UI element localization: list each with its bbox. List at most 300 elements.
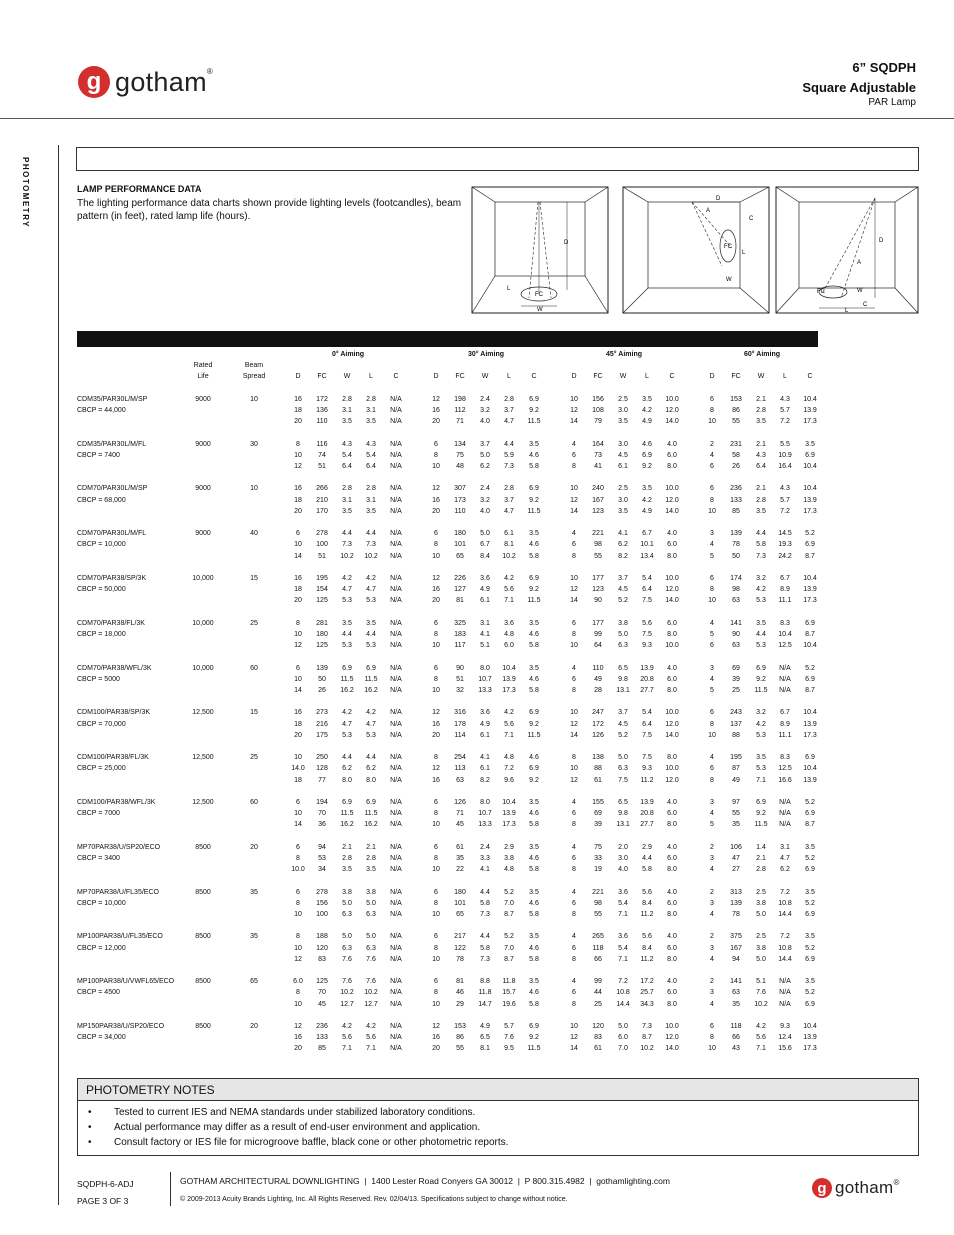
table-cell: 18 (294, 720, 302, 728)
rated-life: 9000 (195, 530, 211, 538)
table-cell: 83 (594, 1034, 602, 1042)
table-cell: 5.4 (642, 709, 652, 717)
table-cell: 9.2 (529, 1034, 539, 1042)
table-cell: 3.5 (756, 507, 766, 515)
table-cell: 5.4 (366, 451, 376, 459)
diagram2-label-c: C (749, 216, 754, 222)
table-cell: 3.7 (504, 496, 514, 504)
table-cell: 4.4 (642, 854, 652, 862)
beam-spread (229, 461, 279, 472)
table-cell: 4.0 (667, 888, 677, 896)
table-cell: 16 (294, 709, 302, 717)
table-row (77, 730, 823, 741)
table-cell: 12 (570, 496, 578, 504)
table-cell: 5.3 (756, 765, 766, 773)
table-cell: 177 (592, 619, 604, 627)
table-cell: N/A (390, 597, 402, 605)
table-cell: 5.8 (480, 944, 490, 952)
table-cell: 14.4 (616, 1000, 630, 1008)
table-cell: 4.6 (529, 754, 539, 762)
table-cell: 3.5 (342, 866, 352, 874)
table-row (77, 931, 823, 942)
beam-spread: 10 (250, 395, 258, 403)
table-cell: 4.5 (618, 451, 628, 459)
table-cell: 3.6 (480, 574, 490, 582)
table-cell: 8 (296, 933, 300, 941)
table-cell: 65 (456, 552, 464, 560)
table-cell: 3.5 (366, 619, 376, 627)
lamp-cbcp: CBCP = 12,000 (77, 944, 126, 952)
table-cell: 122 (454, 944, 466, 952)
table-cell: 6.2 (366, 765, 376, 773)
table-cell: N/A (390, 955, 402, 963)
table-cell: 12.5 (778, 765, 792, 773)
table-cell: 2.1 (756, 485, 766, 493)
table-cell: 12 (294, 463, 302, 470)
table-cell: N/A (390, 642, 402, 650)
table-row (77, 674, 823, 685)
table-row (77, 707, 823, 718)
table-cell: 4.2 (342, 709, 352, 717)
table-cell: 6.9 (342, 798, 352, 806)
beam-spread: 20 (250, 1022, 258, 1030)
table-cell: 10 (294, 944, 302, 952)
lamp-name: CDM100/PAR38/WFL/3K (77, 798, 156, 806)
table-cell: 8 (710, 720, 714, 728)
table-cell: 71 (456, 418, 464, 426)
table-row (77, 864, 823, 875)
table-cell: 17.3 (803, 731, 817, 739)
table-cell: 5.8 (529, 552, 539, 560)
table-cell: 173 (454, 496, 466, 504)
table-cell: 4 (572, 933, 576, 941)
table-cell: N/A (390, 765, 402, 773)
table-row (77, 842, 823, 853)
table-cell: 4.2 (756, 720, 766, 728)
table-cell: 13.9 (502, 675, 516, 683)
table-cell: 6 (710, 463, 714, 470)
table-cell: 74 (318, 451, 326, 459)
table-cell: 10.2 (364, 552, 378, 560)
table-cell: 3 (710, 899, 714, 907)
table-cell: 10 (570, 485, 578, 493)
table-cell: 20 (432, 1045, 440, 1053)
table-row (77, 887, 823, 898)
table-cell: 8 (710, 496, 714, 504)
table-cell: 6.3 (366, 910, 376, 918)
table-cell: 17.3 (502, 686, 516, 694)
table-cell: 8 (572, 955, 576, 963)
table-cell: N/A (390, 899, 402, 907)
table-cell: 10.0 (665, 395, 679, 403)
table-cell: 10.4 (803, 485, 817, 493)
table-cell: 4 (572, 440, 576, 448)
blank-cell (77, 909, 177, 920)
table-cell: 8.7 (504, 910, 514, 918)
lamp-cbcp: CBCP = 70,000 (77, 720, 126, 728)
table-cell: 195 (730, 754, 742, 762)
rated-life (177, 685, 229, 696)
table-cell: 11.5 (527, 418, 541, 426)
table-cell: 2.5 (756, 888, 766, 896)
table-cell: 6 (434, 933, 438, 941)
beam-spread (229, 551, 279, 562)
table-cell: 12.0 (665, 586, 679, 594)
table-cell: 4.0 (667, 798, 677, 806)
table-cell: 16 (432, 586, 440, 594)
table-cell: 13.3 (478, 686, 492, 694)
table-cell: 8 (296, 854, 300, 862)
table-cell: 8 (434, 854, 438, 862)
table-cell: 2 (710, 440, 714, 448)
table-cell: 278 (316, 888, 328, 896)
table-cell: 3.5 (529, 978, 539, 986)
rated-life (177, 909, 229, 920)
table-cell: 10 (432, 686, 440, 694)
table-cell: 265 (592, 933, 604, 941)
table-cell: 27.7 (640, 821, 654, 829)
table-cell: 97 (732, 798, 740, 806)
table-cell: N/A (390, 944, 402, 952)
table-cell: 51 (318, 552, 326, 560)
table-cell: 4.6 (529, 451, 539, 459)
beam-spread: 20 (250, 843, 258, 851)
table-cell: 10 (708, 1045, 716, 1053)
table-cell: 6.9 (366, 664, 376, 672)
table-cell: 9.2 (642, 463, 652, 470)
table-row (77, 663, 823, 674)
table-cell: 28 (594, 686, 602, 694)
table-cell: 266 (316, 485, 328, 493)
table-cell: 13.4 (640, 552, 654, 560)
table-cell: 98 (732, 586, 740, 594)
table-cell: 3.6 (480, 709, 490, 717)
table-cell: 273 (316, 709, 328, 717)
table-cell: 10.4 (803, 642, 817, 650)
table-cell: 4 (710, 619, 714, 627)
lamp-name: CDM70/PAR38/SP/3K (77, 574, 147, 582)
table-cell: 5.2 (805, 989, 815, 997)
table-cell: 6 (710, 1022, 714, 1030)
table-cell: 5.8 (529, 910, 539, 918)
table-cell: 7.1 (618, 910, 628, 918)
table-cell: 118 (592, 944, 604, 952)
rated-life (177, 506, 229, 517)
rated-life (177, 943, 229, 954)
table-cell: 14.0 (665, 418, 679, 426)
rated-life (177, 999, 229, 1010)
table-cell: 4 (710, 1000, 714, 1008)
column-header: D (433, 373, 439, 381)
table-cell: 6 (572, 619, 576, 627)
table-cell: 8 (296, 899, 300, 907)
table-cell: 307 (454, 485, 466, 493)
table-row (77, 506, 823, 517)
table-cell: 226 (454, 574, 466, 582)
table-cell: 10 (708, 597, 716, 605)
table-cell: 6.0 (504, 642, 514, 650)
table-cell: 10.4 (803, 1022, 817, 1030)
page-number: PAGE 3 OF 3 (77, 1196, 129, 1206)
table-cell: 10.2 (502, 552, 516, 560)
table-cell: 11.5 (527, 1045, 541, 1053)
lamp-cbcp: CBCP = 4500 (77, 989, 120, 997)
table-cell: 123 (592, 507, 604, 515)
lamp-cbcp: CBCP = 3400 (77, 854, 120, 862)
diagram-0-aiming (471, 186, 609, 314)
table-cell: 5.4 (342, 451, 352, 459)
table-cell: 35 (732, 1000, 740, 1008)
table-cell: 3.8 (756, 944, 766, 952)
table-cell: 10.4 (803, 574, 817, 582)
table-cell: 14.0 (665, 507, 679, 515)
table-cell: 9.2 (529, 586, 539, 594)
table-cell: 154 (316, 586, 328, 594)
blank-cell (77, 551, 177, 562)
table-cell: 90 (732, 630, 740, 638)
blank-cell (77, 640, 177, 651)
table-cell: 12.7 (364, 1000, 378, 1008)
footer-logo (812, 1178, 900, 1198)
table-cell: 83 (318, 955, 326, 963)
table-cell: 98 (594, 899, 602, 907)
table-cell: 4.6 (529, 854, 539, 862)
table-cell: 66 (732, 1034, 740, 1042)
table-cell: 77 (318, 776, 326, 784)
table-cell: 3.5 (756, 418, 766, 426)
table-cell: 3.5 (529, 664, 539, 672)
table-cell: 45 (318, 1000, 326, 1008)
table-cell: 61 (456, 843, 464, 851)
table-cell: 10.0 (291, 866, 305, 874)
table-cell: 10 (432, 821, 440, 829)
table-cell: 4.2 (756, 586, 766, 594)
rated-life (177, 719, 229, 730)
table-cell: 88 (732, 731, 740, 739)
table-cell: 13.9 (640, 798, 654, 806)
table-cell: 6 (296, 798, 300, 806)
table-cell: 120 (592, 1022, 604, 1030)
table-cell: 2.5 (618, 485, 628, 493)
table-cell: 12 (432, 395, 440, 403)
table-cell: 126 (454, 798, 466, 806)
table-cell: 39 (594, 821, 602, 829)
table-cell: 6.0 (667, 619, 677, 627)
table-cell: 7.3 (756, 552, 766, 560)
table-cell: 3.5 (756, 754, 766, 762)
logo-mark-icon: g (78, 66, 110, 98)
table-cell: 78 (456, 955, 464, 963)
table-cell: 55 (594, 910, 602, 918)
table-cell: 64 (594, 642, 602, 650)
table-cell: 2.8 (504, 485, 514, 493)
diagram-30-aiming (622, 186, 770, 314)
table-cell: 6.9 (756, 798, 766, 806)
table-cell: 8.0 (667, 910, 677, 918)
table-cell: 4.0 (618, 866, 628, 874)
table-cell: 5.6 (504, 720, 514, 728)
table-cell: 51 (456, 675, 464, 683)
table-cell: 6.9 (805, 1000, 815, 1008)
diagram2-label-d: D (716, 196, 721, 202)
table-cell: 8 (572, 754, 576, 762)
table-cell: 17.3 (803, 597, 817, 605)
table-cell: 12 (294, 955, 302, 963)
table-cell: N/A (390, 843, 402, 851)
table-cell: 22 (456, 866, 464, 874)
table-cell: 6.0 (667, 675, 677, 683)
table-cell: N/A (390, 821, 402, 829)
table-cell: 10 (294, 451, 302, 459)
beam-spread: 65 (250, 978, 258, 986)
table-cell: 3.1 (366, 407, 376, 414)
table-cell: 6 (710, 642, 714, 650)
table-cell: 3.8 (342, 888, 352, 896)
table-cell: 10 (570, 574, 578, 582)
table-cell: 5.7 (780, 496, 790, 504)
table-cell: 243 (730, 709, 742, 717)
lamp-name: MP70PAR38/U/FL35/ECO (77, 888, 159, 896)
table-cell: 8 (572, 686, 576, 694)
table-cell: 236 (316, 1022, 328, 1030)
table-cell: 33 (594, 854, 602, 862)
table-cell: 133 (316, 1034, 328, 1042)
table-cell: 138 (592, 754, 604, 762)
table-cell: 4.7 (342, 720, 352, 728)
beam-spread: 25 (250, 619, 258, 627)
table-cell: 13.1 (616, 821, 630, 829)
table-cell: 63 (732, 642, 740, 650)
table-cell: 6 (296, 843, 300, 851)
table-cell: 3.5 (342, 418, 352, 426)
table-cell: 281 (316, 619, 328, 627)
table-cell: 4.1 (480, 754, 490, 762)
table-cell: 6.7 (642, 530, 652, 538)
table-cell: N/A (390, 933, 402, 941)
table-cell: 10.1 (640, 541, 654, 549)
table-cell: 3.5 (805, 888, 815, 896)
lamp-name: CDM70/PAR30L/M/SP (77, 485, 148, 493)
table-cell: 13.9 (803, 407, 817, 414)
table-cell: 10.4 (502, 798, 516, 806)
diagram-label-l: L (507, 286, 511, 292)
table-row (77, 394, 823, 405)
table-cell: 4 (710, 451, 714, 459)
table-cell: 6 (572, 989, 576, 997)
table-cell: 39 (732, 675, 740, 683)
beam-spread (229, 506, 279, 517)
table-cell: 5.6 (642, 888, 652, 896)
table-cell: 10.2 (340, 989, 354, 997)
blank-cell (77, 819, 177, 830)
table-cell: 247 (592, 709, 604, 717)
table-cell: 14 (294, 821, 302, 829)
table-cell: 48 (456, 463, 464, 470)
table-cell: 4 (710, 910, 714, 918)
table-row (77, 987, 823, 998)
table-cell: 4.4 (480, 888, 490, 896)
table-cell: 3.6 (618, 933, 628, 941)
table-cell: 2.5 (618, 395, 628, 403)
table-cell: 5.3 (342, 642, 352, 650)
table-cell: 14.4 (778, 910, 792, 918)
lamp-name: CDM100/PAR38/FL/3K (77, 754, 149, 762)
table-cell: 10 (570, 1022, 578, 1030)
beam-spread (229, 495, 279, 506)
table-cell: 5.8 (529, 955, 539, 963)
table-cell: 8.0 (342, 776, 352, 784)
table-cell: 4.4 (342, 530, 352, 538)
table-cell: 16.2 (340, 686, 354, 694)
table-cell: 8 (710, 407, 714, 414)
table-row (77, 1043, 823, 1054)
table-cell: 3.5 (342, 507, 352, 515)
table-cell: N/A (390, 798, 402, 806)
table-cell: 13.9 (803, 496, 817, 504)
table-cell: 164 (592, 440, 604, 448)
table-cell: N/A (390, 619, 402, 627)
table-cell: 6.3 (342, 910, 352, 918)
table-cell: 8.0 (667, 463, 677, 470)
column-header: L (369, 373, 373, 381)
lamp-cbcp: CBCP = 10,000 (77, 541, 126, 549)
beam-spread (229, 539, 279, 550)
table-cell: 4.8 (504, 754, 514, 762)
table-cell: 61 (594, 776, 602, 784)
table-cell: N/A (390, 407, 402, 414)
table-cell: 85 (732, 507, 740, 515)
rated-life: 10,000 (192, 574, 214, 582)
table-cell: 10 (432, 866, 440, 874)
table-cell: 5.3 (366, 731, 376, 739)
table-cell: N/A (390, 686, 402, 694)
table-cell: 7.6 (504, 1034, 514, 1042)
table-cell: 5.8 (529, 866, 539, 874)
table-cell: 7.2 (780, 933, 790, 941)
rated-life (177, 674, 229, 685)
table-cell: 6.9 (529, 765, 539, 773)
footer-logo-text: gotham® (835, 1178, 900, 1197)
table-cell: 17.2 (640, 978, 654, 986)
table-cell: 4 (710, 754, 714, 762)
beam-spread-header: Spread (242, 373, 266, 381)
table-cell: 123 (592, 586, 604, 594)
table-cell: 8 (434, 810, 438, 818)
table-cell: 78 (732, 541, 740, 549)
table-cell: 9.5 (504, 1045, 514, 1053)
table-cell: 5.8 (480, 899, 490, 907)
table-cell: 7.3 (342, 541, 352, 549)
table-cell: 375 (730, 933, 742, 941)
table-cell: 5.0 (342, 899, 352, 907)
table-cell: 101 (454, 899, 466, 907)
table-cell: 6.9 (805, 866, 815, 874)
table-cell: 13.9 (803, 586, 817, 594)
table-row (77, 495, 823, 506)
aiming-header: 45° Aiming (606, 351, 642, 358)
table-cell: 11.5 (527, 597, 541, 605)
table-cell: 55 (594, 552, 602, 560)
table-cell: 8.0 (667, 866, 677, 874)
rated-life-header: Rated (193, 362, 213, 370)
table-cell: N/A (779, 798, 791, 806)
table-cell: 10 (294, 675, 302, 683)
table-cell: 6.4 (366, 463, 376, 470)
table-cell: 10 (294, 1000, 302, 1008)
rated-life: 8500 (195, 978, 211, 986)
table-cell: 6.0 (667, 854, 677, 862)
table-cell: 5.2 (805, 854, 815, 862)
